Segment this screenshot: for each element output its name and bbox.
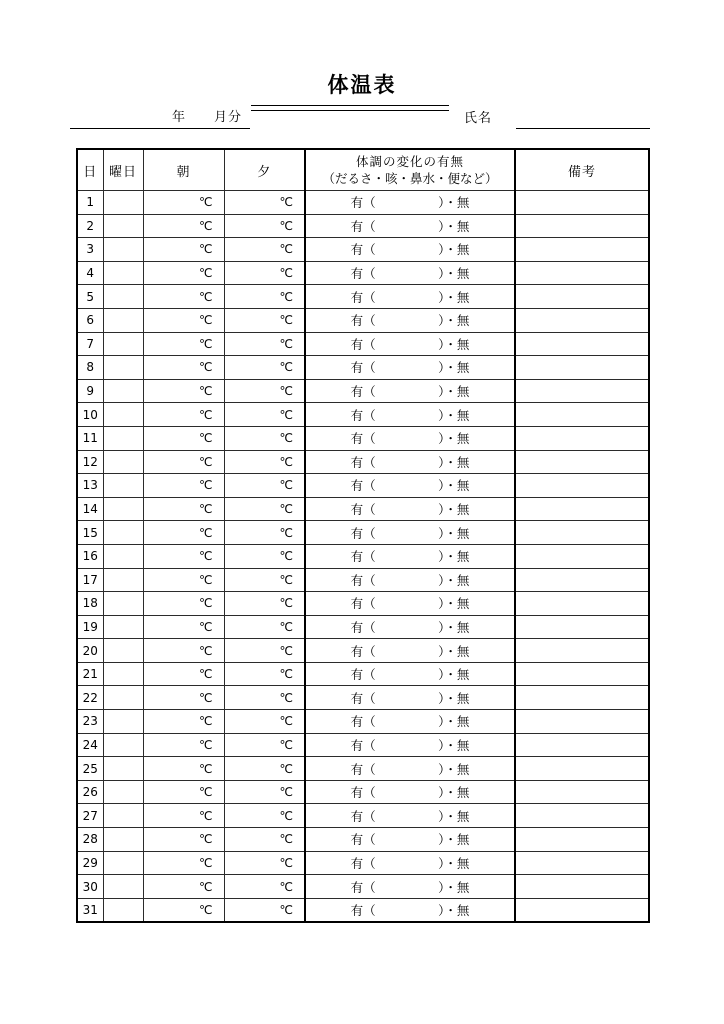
cell-morning-temp[interactable]: ℃ [143,828,224,852]
cell-evening-temp[interactable]: ℃ [224,780,305,804]
cell-notes[interactable] [515,615,649,639]
table-row [77,757,649,781]
cell-evening-temp[interactable]: ℃ [224,308,305,332]
cell-day: 2 [77,214,103,238]
cell-day: 21 [77,662,103,686]
cell-weekday[interactable] [103,474,143,498]
cell-day: 31 [77,898,103,922]
cell-condition[interactable]: 有（ ）・無 [305,662,515,686]
cell-condition[interactable]: 有（ ）・無 [305,497,515,521]
cell-weekday[interactable] [103,686,143,710]
table-row [77,426,649,450]
cell-weekday[interactable] [103,710,143,734]
table-row [77,356,649,380]
cell-weekday[interactable] [103,332,143,356]
table-row [77,898,649,922]
cell-notes[interactable] [515,757,649,781]
cell-evening-temp[interactable]: ℃ [224,568,305,592]
cell-morning-temp[interactable]: ℃ [143,497,224,521]
cell-weekday[interactable] [103,214,143,238]
cell-notes[interactable] [515,308,649,332]
cell-day: 18 [77,592,103,616]
cell-morning-temp[interactable]: ℃ [143,592,224,616]
cell-morning-temp[interactable]: ℃ [143,615,224,639]
cell-day: 7 [77,332,103,356]
cell-evening-temp[interactable]: ℃ [224,261,305,285]
cell-morning-temp[interactable]: ℃ [143,261,224,285]
cell-morning-temp[interactable]: ℃ [143,710,224,734]
cell-evening-temp[interactable]: ℃ [224,332,305,356]
cell-day: 26 [77,780,103,804]
cell-notes[interactable] [515,851,649,875]
table-header-row [77,149,649,191]
table-row [77,828,649,852]
cell-day: 30 [77,875,103,899]
cell-weekday[interactable] [103,450,143,474]
cell-day: 27 [77,804,103,828]
cell-condition[interactable]: 有（ ）・無 [305,780,515,804]
cell-notes[interactable] [515,474,649,498]
cell-morning-temp[interactable]: ℃ [143,356,224,380]
cell-notes[interactable] [515,450,649,474]
cell-day: 11 [77,426,103,450]
cell-morning-temp[interactable]: ℃ [143,639,224,663]
cell-evening-temp[interactable]: ℃ [224,356,305,380]
cell-morning-temp[interactable]: ℃ [143,191,224,215]
year-month-label: 年 月分 [171,110,242,125]
cell-evening-temp[interactable]: ℃ [224,828,305,852]
cell-evening-temp[interactable]: ℃ [224,450,305,474]
cell-condition[interactable]: 有（ ）・無 [305,875,515,899]
cell-condition[interactable]: 有（ ）・無 [305,474,515,498]
cell-evening-temp[interactable]: ℃ [224,544,305,568]
cell-weekday[interactable] [103,615,143,639]
cell-morning-temp[interactable]: ℃ [143,214,224,238]
temperature-table [76,148,650,923]
cell-condition[interactable]: 有（ ）・無 [305,592,515,616]
cell-morning-temp[interactable]: ℃ [143,568,224,592]
cell-evening-temp[interactable]: ℃ [224,804,305,828]
column-header-morning: 朝 [143,149,224,191]
cell-morning-temp[interactable]: ℃ [143,474,224,498]
table-row [77,710,649,734]
cell-evening-temp[interactable]: ℃ [224,615,305,639]
cell-weekday[interactable] [103,426,143,450]
cell-morning-temp[interactable]: ℃ [143,379,224,403]
document-header [0,72,724,140]
cell-condition[interactable]: 有（ ）・無 [305,686,515,710]
table-row [77,332,649,356]
cell-morning-temp[interactable]: ℃ [143,757,224,781]
cell-evening-temp[interactable]: ℃ [224,474,305,498]
cell-condition[interactable]: 有（ ）・無 [305,238,515,262]
name-input-line[interactable] [516,102,650,129]
cell-day: 9 [77,379,103,403]
cell-notes[interactable] [515,733,649,757]
cell-morning-temp[interactable]: ℃ [143,804,224,828]
cell-notes[interactable] [515,403,649,427]
cell-day: 6 [77,308,103,332]
cell-notes[interactable] [515,639,649,663]
cell-notes[interactable] [515,497,649,521]
cell-evening-temp[interactable]: ℃ [224,214,305,238]
cell-day: 20 [77,639,103,663]
cell-evening-temp[interactable]: ℃ [224,191,305,215]
cell-morning-temp[interactable]: ℃ [143,544,224,568]
cell-condition[interactable]: 有（ ）・無 [305,804,515,828]
cell-notes[interactable] [515,898,649,922]
cell-condition[interactable]: 有（ ）・無 [305,757,515,781]
cell-notes[interactable] [515,426,649,450]
table-row [77,450,649,474]
cell-day: 15 [77,521,103,545]
cell-morning-temp[interactable]: ℃ [143,662,224,686]
cell-weekday[interactable] [103,733,143,757]
table-row [77,804,649,828]
cell-notes[interactable] [515,710,649,734]
cell-weekday[interactable] [103,568,143,592]
condition-header-line1: 体調の変化の有無 [355,154,464,169]
table-row [77,615,649,639]
cell-condition[interactable]: 有（ ）・無 [305,615,515,639]
cell-day: 13 [77,474,103,498]
cell-morning-temp[interactable]: ℃ [143,285,224,309]
cell-evening-temp[interactable]: ℃ [224,733,305,757]
cell-condition[interactable]: 有（ ）・無 [305,639,515,663]
cell-weekday[interactable] [103,285,143,309]
table-row [77,308,649,332]
cell-condition[interactable]: 有（ ）・無 [305,521,515,545]
cell-notes[interactable] [515,261,649,285]
cell-morning-temp[interactable]: ℃ [143,426,224,450]
cell-weekday[interactable] [103,780,143,804]
cell-notes[interactable] [515,238,649,262]
cell-weekday[interactable] [103,828,143,852]
cell-weekday[interactable] [103,875,143,899]
cell-day: 17 [77,568,103,592]
cell-evening-temp[interactable]: ℃ [224,710,305,734]
cell-condition[interactable]: 有（ ）・無 [305,898,515,922]
table-row [77,568,649,592]
cell-notes[interactable] [515,804,649,828]
cell-day: 14 [77,497,103,521]
cell-notes[interactable] [515,780,649,804]
cell-condition[interactable]: 有（ ）・無 [305,568,515,592]
cell-day: 1 [77,191,103,215]
cell-condition[interactable]: 有（ ）・無 [305,191,515,215]
title-double-underline [251,105,449,111]
cell-notes[interactable] [515,662,649,686]
cell-weekday[interactable] [103,191,143,215]
table-row [77,379,649,403]
cell-notes[interactable] [515,592,649,616]
cell-morning-temp[interactable]: ℃ [143,898,224,922]
cell-notes[interactable] [515,379,649,403]
table-row [77,639,649,663]
table-row [77,285,649,309]
table-row [77,474,649,498]
cell-morning-temp[interactable]: ℃ [143,780,224,804]
cell-day: 28 [77,828,103,852]
cell-evening-temp[interactable]: ℃ [224,238,305,262]
cell-weekday[interactable] [103,403,143,427]
table-row [77,875,649,899]
cell-day: 12 [77,450,103,474]
cell-weekday[interactable] [103,261,143,285]
cell-day: 8 [77,356,103,380]
cell-evening-temp[interactable]: ℃ [224,521,305,545]
table-row [77,662,649,686]
table-row [77,521,649,545]
cell-day: 19 [77,615,103,639]
cell-weekday[interactable] [103,379,143,403]
cell-weekday[interactable] [103,592,143,616]
year-month-field[interactable] [70,102,250,129]
cell-evening-temp[interactable]: ℃ [224,851,305,875]
cell-evening-temp[interactable]: ℃ [224,639,305,663]
name-label: 氏名 [464,111,493,126]
cell-morning-temp[interactable]: ℃ [143,238,224,262]
cell-morning-temp[interactable]: ℃ [143,403,224,427]
cell-day: 3 [77,238,103,262]
cell-condition[interactable]: 有（ ）・無 [305,828,515,852]
cell-notes[interactable] [515,214,649,238]
cell-condition[interactable]: 有（ ）・無 [305,285,515,309]
cell-weekday[interactable] [103,851,143,875]
cell-morning-temp[interactable]: ℃ [143,521,224,545]
table-row [77,544,649,568]
cell-notes[interactable] [515,285,649,309]
cell-notes[interactable] [515,875,649,899]
cell-weekday[interactable] [103,521,143,545]
cell-condition[interactable]: 有（ ）・無 [305,544,515,568]
column-header-weekday: 曜日 [103,149,143,191]
cell-condition[interactable]: 有（ ）・無 [305,308,515,332]
cell-weekday[interactable] [103,639,143,663]
cell-evening-temp[interactable]: ℃ [224,403,305,427]
cell-notes[interactable] [515,828,649,852]
cell-day: 10 [77,403,103,427]
cell-morning-temp[interactable]: ℃ [143,308,224,332]
table-row [77,780,649,804]
cell-condition[interactable]: 有（ ）・無 [305,426,515,450]
cell-notes[interactable] [515,356,649,380]
cell-day: 4 [77,261,103,285]
cell-evening-temp[interactable]: ℃ [224,875,305,899]
table-row [77,851,649,875]
cell-notes[interactable] [515,686,649,710]
cell-evening-temp[interactable]: ℃ [224,285,305,309]
cell-weekday[interactable] [103,804,143,828]
cell-weekday[interactable] [103,757,143,781]
cell-condition[interactable]: 有（ ）・無 [305,403,515,427]
table-row [77,214,649,238]
cell-weekday[interactable] [103,356,143,380]
cell-morning-temp[interactable]: ℃ [143,332,224,356]
column-header-notes: 備考 [515,149,649,191]
cell-morning-temp[interactable]: ℃ [143,686,224,710]
cell-evening-temp[interactable]: ℃ [224,662,305,686]
table-row [77,238,649,262]
table-row [77,733,649,757]
cell-condition[interactable]: 有（ ）・無 [305,733,515,757]
column-header-day: 日 [77,149,103,191]
cell-condition[interactable]: 有（ ）・無 [305,450,515,474]
cell-day: 29 [77,851,103,875]
cell-weekday[interactable] [103,308,143,332]
cell-condition[interactable]: 有（ ）・無 [305,261,515,285]
table-row [77,261,649,285]
cell-weekday[interactable] [103,662,143,686]
cell-day: 24 [77,733,103,757]
column-header-condition [305,149,515,191]
cell-condition[interactable]: 有（ ）・無 [305,710,515,734]
cell-notes[interactable] [515,544,649,568]
page-title: 体温表 [327,73,397,97]
cell-evening-temp[interactable]: ℃ [224,898,305,922]
cell-day: 25 [77,757,103,781]
cell-evening-temp[interactable]: ℃ [224,497,305,521]
cell-notes[interactable] [515,521,649,545]
cell-day: 16 [77,544,103,568]
table-row [77,497,649,521]
cell-evening-temp[interactable]: ℃ [224,757,305,781]
cell-day: 5 [77,285,103,309]
cell-weekday[interactable] [103,238,143,262]
cell-weekday[interactable] [103,544,143,568]
cell-day: 23 [77,710,103,734]
condition-header-line2: （だるさ・咳・鼻水・便など） [322,171,498,186]
cell-weekday[interactable] [103,898,143,922]
cell-evening-temp[interactable]: ℃ [224,379,305,403]
cell-notes[interactable] [515,568,649,592]
cell-weekday[interactable] [103,497,143,521]
cell-condition[interactable]: 有（ ）・無 [305,214,515,238]
cell-morning-temp[interactable]: ℃ [143,450,224,474]
table-row [77,592,649,616]
cell-condition[interactable]: 有（ ）・無 [305,356,515,380]
cell-condition[interactable]: 有（ ）・無 [305,379,515,403]
cell-condition[interactable]: 有（ ）・無 [305,851,515,875]
cell-morning-temp[interactable]: ℃ [143,875,224,899]
table-body [77,191,649,923]
cell-evening-temp[interactable]: ℃ [224,592,305,616]
cell-day: 22 [77,686,103,710]
cell-notes[interactable] [515,191,649,215]
cell-notes[interactable] [515,332,649,356]
cell-morning-temp[interactable]: ℃ [143,851,224,875]
cell-evening-temp[interactable]: ℃ [224,426,305,450]
table-row [77,403,649,427]
cell-evening-temp[interactable]: ℃ [224,686,305,710]
table-row [77,191,649,215]
column-header-evening: 夕 [224,149,305,191]
cell-morning-temp[interactable]: ℃ [143,733,224,757]
table-row [77,686,649,710]
cell-condition[interactable]: 有（ ）・無 [305,332,515,356]
